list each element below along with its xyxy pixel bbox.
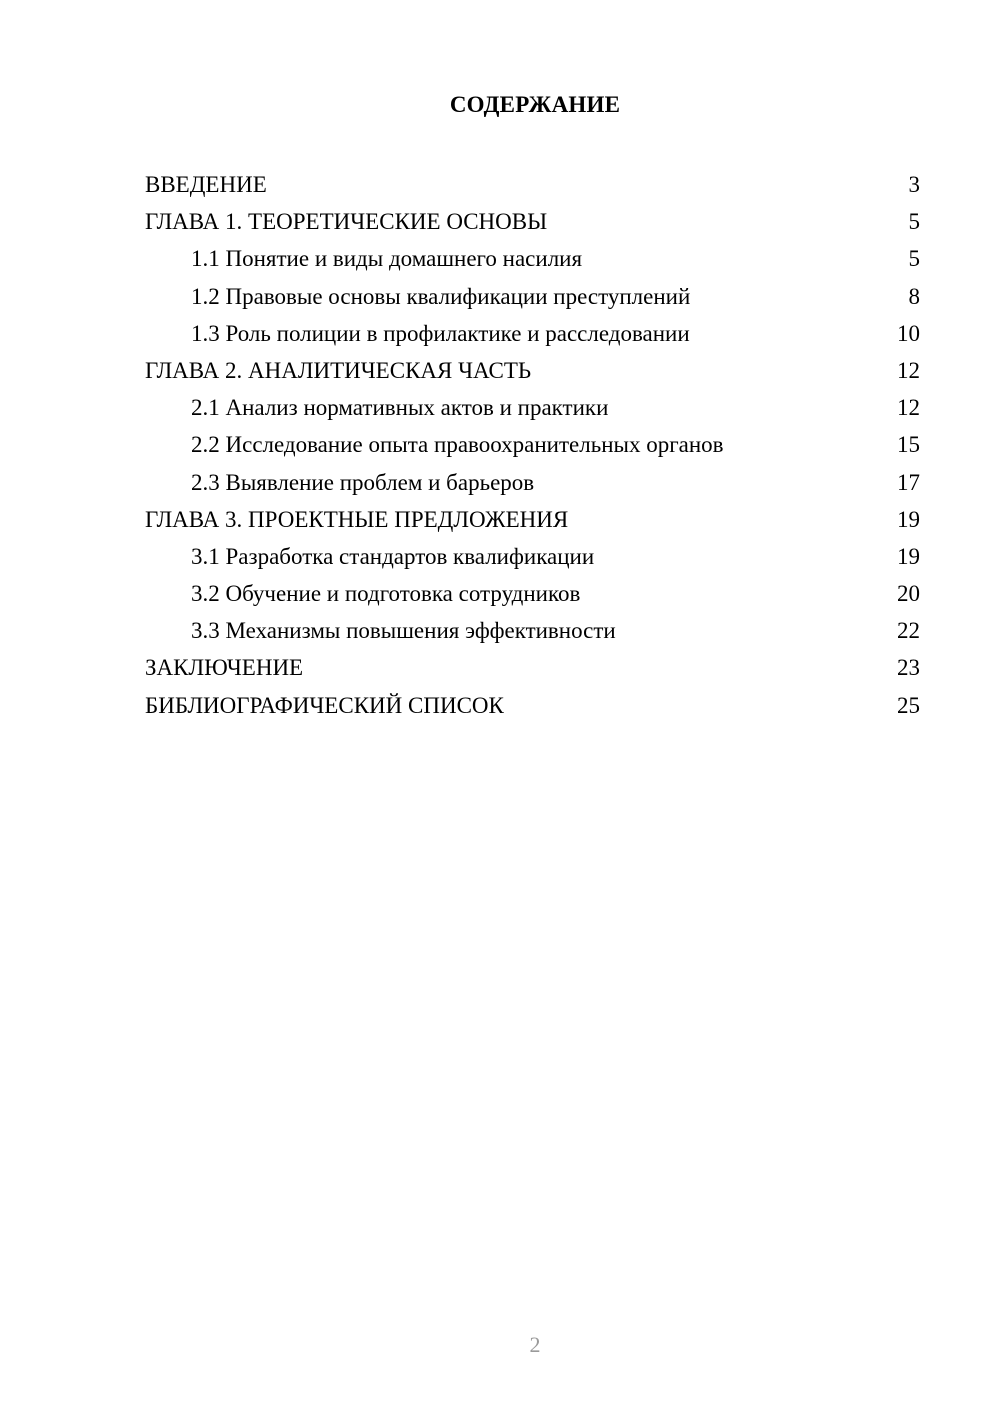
- toc-entry-label: ЗАКЛЮЧЕНИЕ: [145, 655, 304, 681]
- toc-entry-page: 8: [908, 283, 920, 309]
- toc-entry-label: 1.3 Роль полиции в профилактике и расследовании: [191, 320, 690, 346]
- page-number: 2: [529, 1332, 541, 1357]
- toc-entry-section-3-1[interactable]: [145, 538, 920, 575]
- toc-entry-section-3-2[interactable]: [145, 575, 920, 612]
- page-title: СОДЕРЖАНИЕ: [449, 92, 621, 117]
- toc-entry-label: 2.1 Анализ нормативных актов и практики: [191, 395, 609, 421]
- toc-entry-label: 3.2 Обучение и подготовка сотрудников: [191, 581, 581, 607]
- toc-entry-label: 3.1 Разработка стандартов квалификации: [191, 543, 595, 569]
- toc-entry-bibliography[interactable]: [145, 687, 920, 724]
- toc-entry-page: 19: [897, 543, 920, 569]
- toc-entry-section-1-2[interactable]: [145, 278, 920, 315]
- toc-entry-page: 12: [897, 395, 920, 421]
- toc-entry-chapter-2[interactable]: [145, 352, 920, 389]
- toc-entry-section-2-1[interactable]: [145, 389, 920, 426]
- toc-entry-chapter-1[interactable]: [145, 203, 920, 240]
- toc-entry-label: ГЛАВА 1. ТЕОРЕТИЧЕСКИЕ ОСНОВЫ: [145, 209, 548, 235]
- toc-entry-section-1-1[interactable]: [145, 240, 920, 277]
- toc-entry-label: 1.1 Понятие и виды домашнего насилия: [191, 246, 583, 272]
- toc-entry-page: 25: [897, 692, 920, 718]
- toc-entry-label: 2.2 Исследование опыта правоохранительных органов: [191, 432, 724, 458]
- toc-entry-page: 12: [897, 357, 920, 383]
- toc-entry-label: 1.2 Правовые основы квалификации преступлений: [191, 283, 691, 309]
- toc-entry-section-1-3[interactable]: [145, 315, 920, 352]
- toc-entry-label: ВВЕДЕНИЕ: [145, 172, 267, 197]
- toc-entry-conclusion[interactable]: [145, 649, 920, 686]
- toc-entry-page: 22: [897, 618, 920, 644]
- toc-entry-page: 15: [897, 432, 920, 458]
- toc-entry-label: 3.3 Механизмы повышения эффективности: [191, 618, 616, 644]
- toc-entry-page: 3: [908, 172, 920, 197]
- toc-entry-page: 5: [908, 209, 920, 235]
- toc-entry-label: ГЛАВА 3. ПРОЕКТНЫЕ ПРЕДЛОЖЕНИЯ: [145, 506, 569, 532]
- toc-entry-chapter-3[interactable]: [145, 501, 920, 538]
- toc-entry-section-3-3[interactable]: [145, 612, 920, 649]
- toc-entry-label: 2.3 Выявление проблем и барьеров: [191, 469, 535, 495]
- toc-entry-page: 17: [897, 469, 920, 495]
- toc-entry-page: 10: [897, 320, 920, 346]
- toc-entry-introduction[interactable]: [145, 166, 920, 203]
- table-of-contents: [145, 166, 920, 724]
- toc-entry-label: БИБЛИОГРАФИЧЕСКИЙ СПИСОК: [145, 692, 504, 718]
- toc-entry-page: 5: [908, 246, 920, 272]
- toc-entry-page: 20: [897, 581, 920, 607]
- toc-entry-page: 19: [897, 506, 920, 532]
- toc-entry-page: 23: [897, 655, 920, 681]
- toc-entry-label: ГЛАВА 2. АНАЛИТИЧЕСКАЯ ЧАСТЬ: [145, 357, 532, 383]
- toc-entry-section-2-2[interactable]: [145, 426, 920, 463]
- toc-entry-section-2-3[interactable]: [145, 464, 920, 501]
